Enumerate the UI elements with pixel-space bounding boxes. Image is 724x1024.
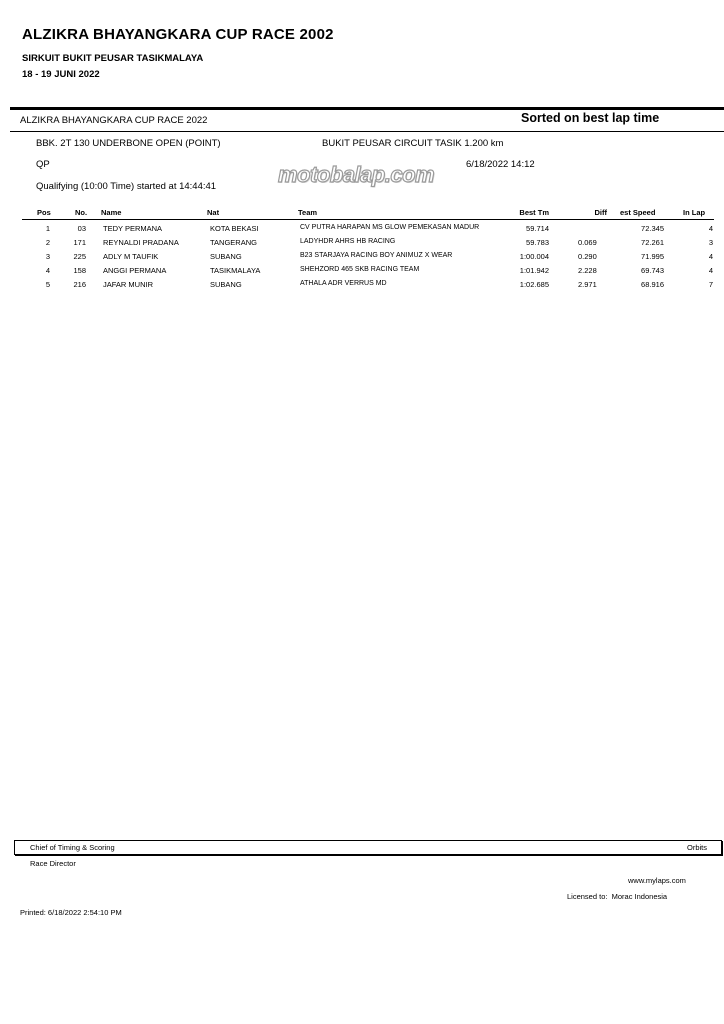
website-label: www.mylaps.com (628, 876, 686, 885)
diff-cell: 0.069 (578, 238, 597, 247)
printed-timestamp: Printed: 6/18/2022 2:54:10 PM (20, 908, 122, 917)
licensed-to-value: Morac Indonesia (611, 892, 668, 901)
circuit-label: BUKIT PEUSAR CIRCUIT TASIK 1.200 km (322, 138, 504, 149)
best-tm-cell: 1:02.685 (519, 280, 549, 289)
no-cell: 225 (73, 252, 86, 261)
chief-of-timing-label: Chief of Timing & Scoring (30, 843, 115, 852)
name-cell: ADLY M TAUFIK (103, 252, 159, 261)
col-header-in-lap: In Lap (683, 208, 706, 217)
pos-cell: 5 (45, 280, 51, 289)
session-datetime: 6/18/2022 14:12 (466, 159, 535, 170)
table-row (0, 280, 724, 294)
no-cell: 03 (77, 224, 86, 233)
best-tm-cell: 59.783 (526, 238, 549, 247)
best-tm-cell: 59.714 (526, 224, 549, 233)
name-cell: ANGGI PERMANA (103, 266, 167, 275)
session-code: QP (36, 159, 50, 170)
nat-cell: SUBANG (210, 280, 242, 289)
col-header-pos: Pos (37, 208, 51, 217)
licensed-to-label: Licensed to: (567, 892, 608, 901)
nat-cell: KOTA BEKASI (210, 224, 259, 233)
team-cell: LADYHDR AHRS HB RACING (300, 238, 396, 245)
header-divider (22, 219, 714, 220)
pos-cell: 2 (45, 238, 51, 247)
in-lap-cell: 4 (708, 266, 713, 275)
best-speed-cell: 72.345 (641, 224, 664, 233)
name-cell: TEDY PERMANA (103, 224, 163, 233)
team-cell: ATHALA ADR VERRUS MD (300, 280, 387, 287)
licensed-line (567, 892, 667, 901)
team-cell: CV PUTRA HARAPAN MS GLOW PEMEKASAN MADUR (300, 224, 480, 231)
event-name: ALZIKRA BHAYANGKARA CUP RACE 2022 (20, 115, 208, 126)
race-director-label: Race Director (30, 859, 76, 868)
orbits-label: Orbits (687, 843, 708, 852)
nat-cell: SUBANG (210, 252, 242, 261)
best-speed-cell: 71.995 (641, 252, 664, 261)
col-header-team: Team (298, 208, 318, 217)
no-cell: 158 (73, 266, 86, 275)
best-tm-cell: 1:01.942 (519, 266, 549, 275)
in-lap-cell: 7 (708, 280, 713, 289)
in-lap-cell: 3 (708, 238, 713, 247)
event-divider (10, 131, 724, 132)
team-cell: SHEHZORD 465 SKB RACING TEAM (300, 266, 420, 273)
diff-cell: 0.290 (578, 252, 597, 261)
table-row (0, 266, 724, 280)
nat-cell: TANGERANG (210, 238, 257, 247)
col-header-best-speed: est Speed (620, 208, 656, 217)
name-cell: JAFAR MUNIR (103, 280, 154, 289)
diff-cell: 2.228 (578, 266, 597, 275)
no-cell: 171 (73, 238, 86, 247)
col-header-nat: Nat (207, 208, 220, 217)
table-row (0, 224, 724, 238)
in-lap-cell: 4 (708, 252, 713, 261)
nat-cell: TASIKMALAYA (210, 266, 261, 275)
col-header-best-tm: Best Tm (519, 208, 549, 217)
class-name: BBK. 2T 130 UNDERBONE OPEN (POINT) (36, 138, 221, 149)
table-row (0, 238, 724, 252)
name-cell: REYNALDI PRADANA (103, 238, 179, 247)
col-header-name: Name (101, 208, 122, 217)
best-speed-cell: 68.916 (641, 280, 664, 289)
venue-label: SIRKUIT BUKIT PEUSAR TASIKMALAYA (22, 53, 204, 64)
watermark-logo: motobalap.com (278, 162, 435, 187)
document-title: ALZIKRA BHAYANGKARA CUP RACE 2002 (22, 26, 334, 43)
col-header-no: No. (75, 208, 88, 217)
table-row (0, 252, 724, 266)
col-header-diff: Diff (594, 208, 607, 217)
pos-cell: 4 (45, 266, 51, 275)
best-speed-cell: 72.261 (641, 238, 664, 247)
best-speed-cell: 69.743 (641, 266, 664, 275)
footer-bar (14, 840, 722, 855)
top-divider (10, 107, 724, 110)
pos-cell: 1 (45, 224, 51, 233)
session-start: Qualifying (10:00 Time) started at 14:44:41 (36, 181, 217, 192)
no-cell: 216 (73, 280, 86, 289)
pos-cell: 3 (45, 252, 51, 261)
sort-label: Sorted on best lap time (521, 111, 660, 125)
in-lap-cell: 4 (708, 224, 713, 233)
best-tm-cell: 1:00.004 (519, 252, 549, 261)
dates-label: 18 - 19 JUNI 2022 (22, 69, 100, 80)
diff-cell: 2.971 (578, 280, 597, 289)
team-cell: B23 STARJAYA RACING BOY ANIMUZ X WEAR (300, 252, 453, 259)
